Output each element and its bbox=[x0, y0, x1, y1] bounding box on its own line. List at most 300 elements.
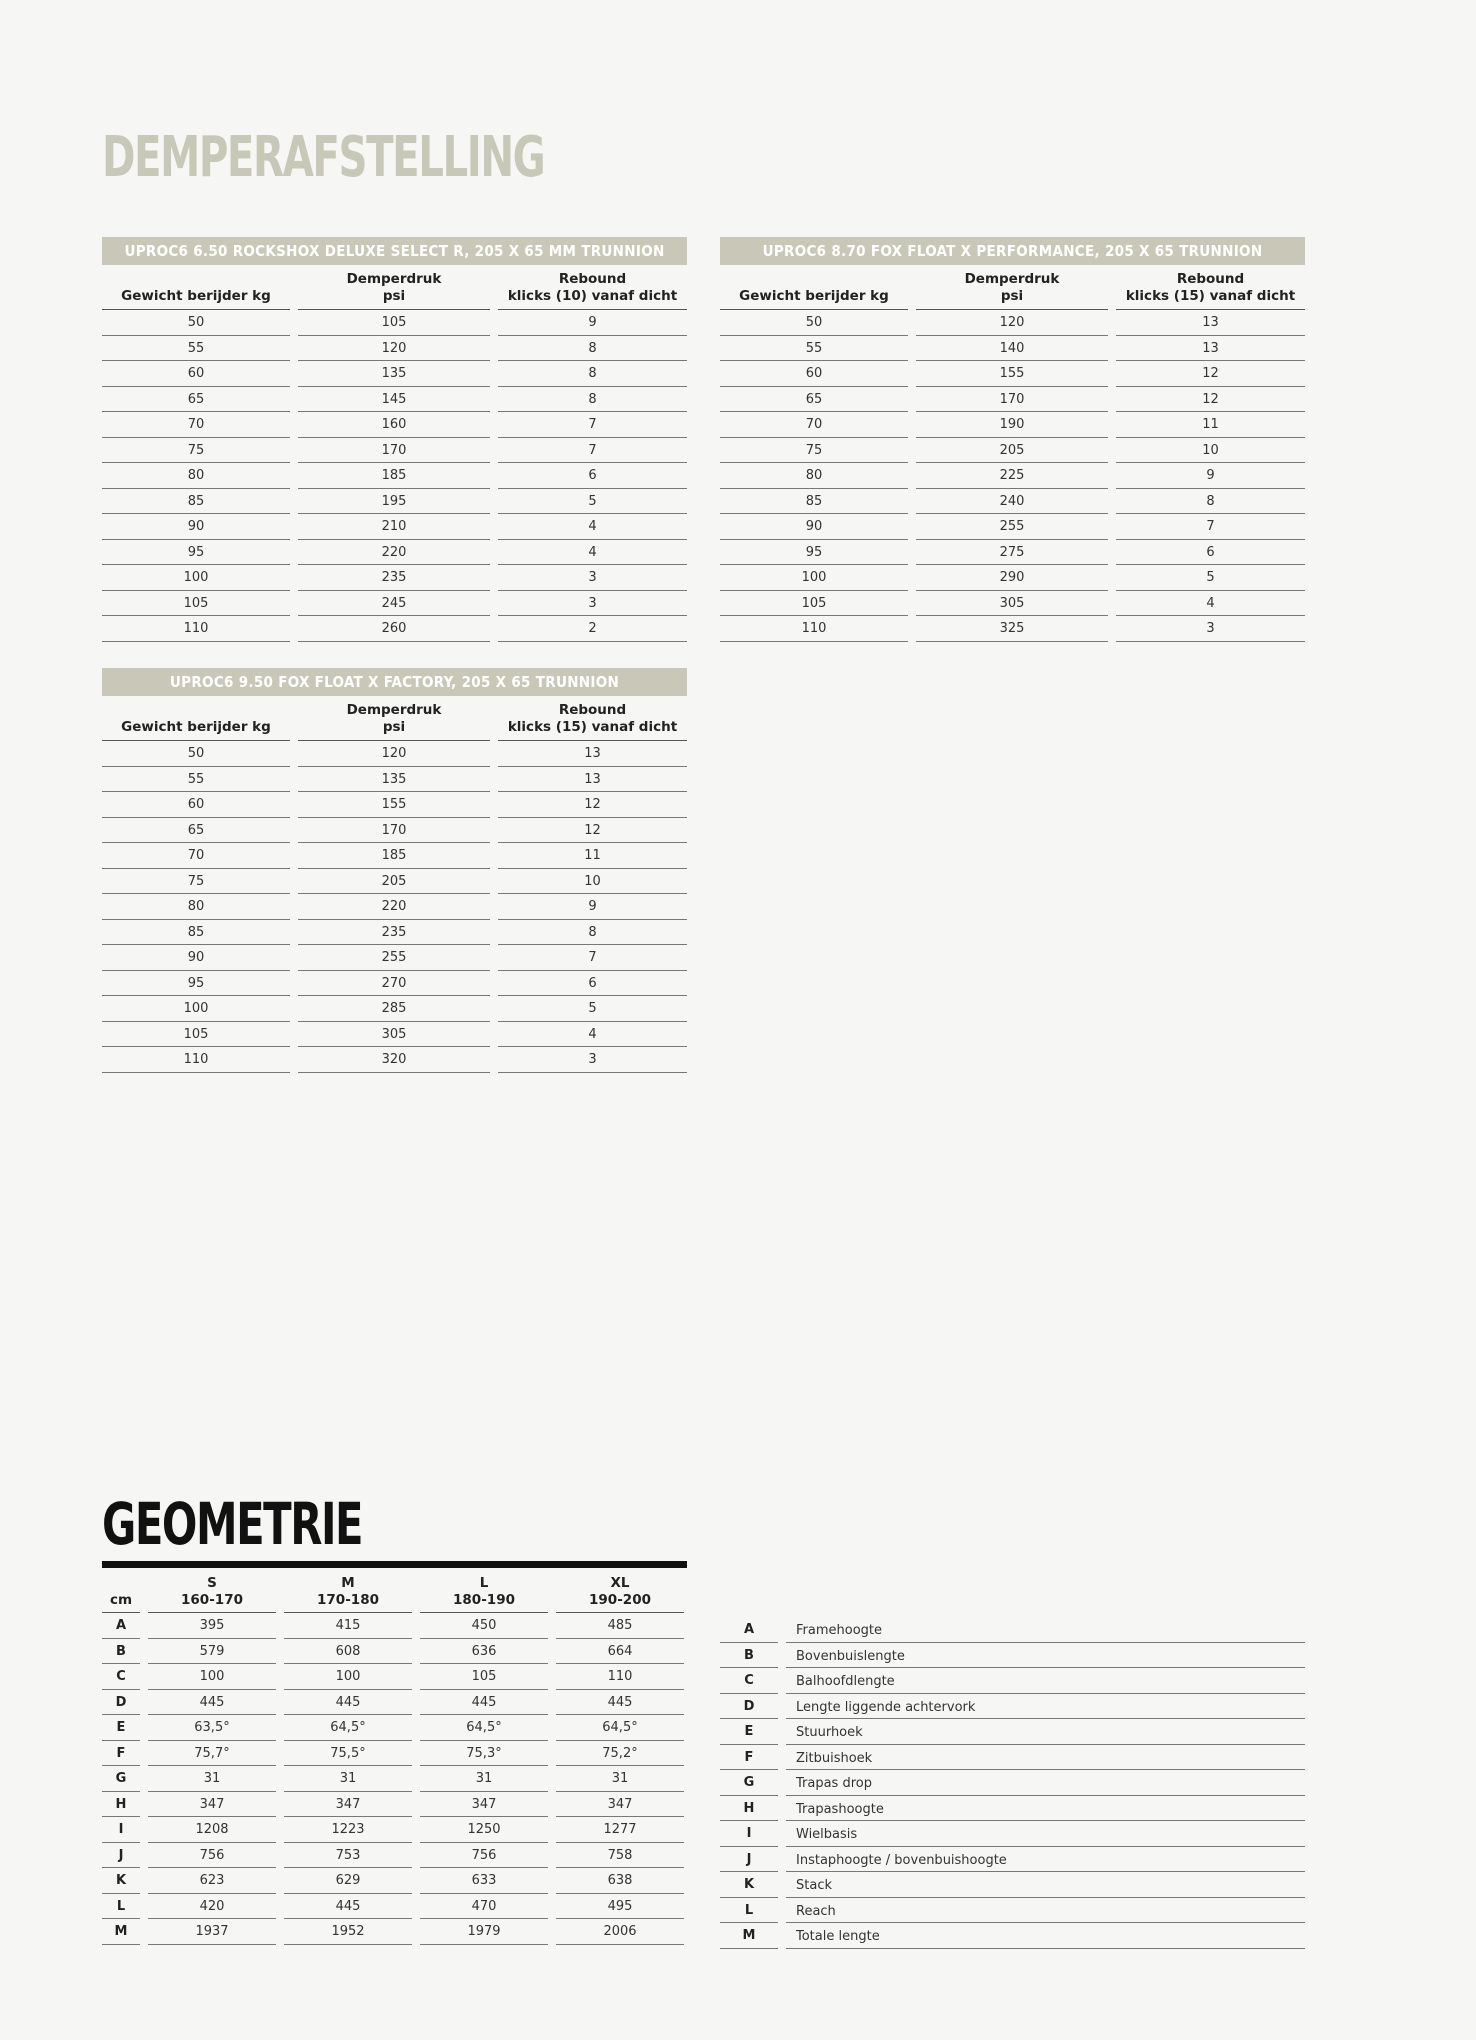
geometry-key: L bbox=[102, 1894, 140, 1920]
legend-key: D bbox=[720, 1694, 778, 1720]
table-row bbox=[102, 945, 687, 971]
table-cell: 195 bbox=[298, 489, 490, 515]
legend-key: B bbox=[720, 1643, 778, 1669]
table-cell: 6 bbox=[498, 971, 687, 997]
table-cell: 3 bbox=[498, 591, 687, 617]
geometry-row bbox=[102, 1792, 687, 1818]
table-cell: 7 bbox=[498, 412, 687, 438]
table-cell: 2 bbox=[498, 616, 687, 642]
table-cell: 70 bbox=[720, 412, 908, 438]
legend-label: Balhoofdlengte bbox=[786, 1668, 1305, 1694]
geometry-value: 1223 bbox=[284, 1817, 412, 1843]
table-row bbox=[102, 591, 687, 617]
table-cell: 290 bbox=[916, 565, 1108, 591]
table-row bbox=[102, 818, 687, 844]
page-title: DEMPERAFSTELLING bbox=[102, 125, 545, 190]
geometry-header bbox=[102, 1568, 687, 1613]
legend-key: I bbox=[720, 1821, 778, 1847]
table-cell: 155 bbox=[298, 792, 490, 818]
legend-label: Trapashoogte bbox=[786, 1796, 1305, 1822]
table-cell: 90 bbox=[102, 945, 290, 971]
column-header-line1: Demperdruk bbox=[964, 271, 1060, 287]
table-row bbox=[102, 1022, 687, 1048]
geometry-key: B bbox=[102, 1639, 140, 1665]
geometry-key: A bbox=[102, 1613, 140, 1639]
legend-key: G bbox=[720, 1770, 778, 1796]
geometry-key: G bbox=[102, 1766, 140, 1792]
table-cell: 100 bbox=[720, 565, 908, 591]
table-cell: 235 bbox=[298, 920, 490, 946]
table-title: UPROC6 9.50 FOX FLOAT X FACTORY, 205 X 65 TRUNNION bbox=[102, 668, 687, 696]
table-row bbox=[102, 565, 687, 591]
legend-row bbox=[720, 1923, 1305, 1949]
table-cell: 9 bbox=[1116, 463, 1305, 489]
table-cell: 60 bbox=[102, 792, 290, 818]
table-cell: 5 bbox=[1116, 565, 1305, 591]
table-cell: 8 bbox=[498, 336, 687, 362]
table-cell: 11 bbox=[498, 843, 687, 869]
table-row bbox=[102, 310, 687, 336]
table-cell: 170 bbox=[298, 818, 490, 844]
table-row bbox=[720, 412, 1305, 438]
table-cell: 4 bbox=[498, 514, 687, 540]
table-row bbox=[102, 767, 687, 793]
size-range: 190-200 bbox=[589, 1592, 651, 1608]
geometry-value: 579 bbox=[148, 1639, 276, 1665]
table-cell: 120 bbox=[298, 336, 490, 362]
column-header bbox=[916, 267, 1108, 310]
geometry-value: 347 bbox=[284, 1792, 412, 1818]
table-cell: 55 bbox=[102, 336, 290, 362]
table-cell: 95 bbox=[102, 971, 290, 997]
legend-label: Wielbasis bbox=[786, 1821, 1305, 1847]
table-row bbox=[102, 540, 687, 566]
table-cell: 120 bbox=[298, 741, 490, 767]
table-cell: 305 bbox=[298, 1022, 490, 1048]
geometry-value: 450 bbox=[420, 1613, 548, 1639]
geometry-value: 1277 bbox=[556, 1817, 684, 1843]
table-cell: 80 bbox=[102, 894, 290, 920]
geometry-value: 347 bbox=[420, 1792, 548, 1818]
table-cell: 70 bbox=[102, 843, 290, 869]
geometry-value: 31 bbox=[420, 1766, 548, 1792]
geometry-key: K bbox=[102, 1868, 140, 1894]
geometry-value: 64,5° bbox=[284, 1715, 412, 1741]
damper-table-870 bbox=[720, 237, 1305, 642]
table-cell: 80 bbox=[102, 463, 290, 489]
table-cell: 235 bbox=[298, 565, 490, 591]
column-header bbox=[298, 267, 490, 310]
table-cell: 12 bbox=[498, 792, 687, 818]
table-cell: 255 bbox=[298, 945, 490, 971]
geometry-value: 75,5° bbox=[284, 1741, 412, 1767]
table-cell: 225 bbox=[916, 463, 1108, 489]
table-cell: 110 bbox=[102, 1047, 290, 1073]
geometry-key: E bbox=[102, 1715, 140, 1741]
legend-label: Stack bbox=[786, 1872, 1305, 1898]
size-header bbox=[420, 1568, 548, 1613]
table-header bbox=[102, 698, 687, 741]
table-row bbox=[720, 336, 1305, 362]
legend-key: J bbox=[720, 1847, 778, 1873]
geometry-table bbox=[102, 1561, 687, 1945]
table-cell: 155 bbox=[916, 361, 1108, 387]
geometry-value: 31 bbox=[556, 1766, 684, 1792]
table-cell: 65 bbox=[102, 387, 290, 413]
table-header bbox=[102, 267, 687, 310]
table-cell: 13 bbox=[1116, 310, 1305, 336]
geometry-value: 64,5° bbox=[420, 1715, 548, 1741]
table-row bbox=[720, 310, 1305, 336]
table-cell: 140 bbox=[916, 336, 1108, 362]
table-cell: 60 bbox=[720, 361, 908, 387]
geometry-value: 756 bbox=[420, 1843, 548, 1869]
geometry-value: 347 bbox=[148, 1792, 276, 1818]
table-cell: 105 bbox=[102, 591, 290, 617]
size-header bbox=[148, 1568, 276, 1613]
table-row bbox=[102, 792, 687, 818]
table-row bbox=[720, 489, 1305, 515]
legend-label: Zitbuishoek bbox=[786, 1745, 1305, 1771]
size-range: 160-170 bbox=[181, 1592, 243, 1608]
geometry-key: D bbox=[102, 1690, 140, 1716]
table-cell: 135 bbox=[298, 767, 490, 793]
geometry-key: C bbox=[102, 1664, 140, 1690]
geometry-title: GEOMETRIE bbox=[102, 1490, 363, 1558]
table-row bbox=[102, 741, 687, 767]
table-cell: 260 bbox=[298, 616, 490, 642]
geometry-value: 64,5° bbox=[556, 1715, 684, 1741]
geometry-row bbox=[102, 1690, 687, 1716]
table-row bbox=[102, 869, 687, 895]
geometry-value: 105 bbox=[420, 1664, 548, 1690]
table-cell: 95 bbox=[102, 540, 290, 566]
column-header bbox=[498, 267, 687, 310]
table-row bbox=[720, 361, 1305, 387]
geometry-key: I bbox=[102, 1817, 140, 1843]
table-cell: 205 bbox=[916, 438, 1108, 464]
table-row bbox=[102, 616, 687, 642]
table-cell: 8 bbox=[498, 387, 687, 413]
table-cell: 220 bbox=[298, 540, 490, 566]
table-row bbox=[102, 438, 687, 464]
table-cell: 105 bbox=[298, 310, 490, 336]
table-row bbox=[720, 463, 1305, 489]
legend-row bbox=[720, 1745, 1305, 1771]
table-cell: 7 bbox=[498, 438, 687, 464]
size-header bbox=[556, 1568, 684, 1613]
table-row bbox=[720, 387, 1305, 413]
table-cell: 50 bbox=[102, 741, 290, 767]
column-header-line1: Demperdruk bbox=[346, 702, 442, 718]
legend-row bbox=[720, 1872, 1305, 1898]
legend-key: A bbox=[720, 1617, 778, 1643]
table-row bbox=[102, 387, 687, 413]
legend-key: H bbox=[720, 1796, 778, 1822]
table-cell: 12 bbox=[1116, 387, 1305, 413]
table-cell: 100 bbox=[102, 565, 290, 591]
column-header-line1: Rebound bbox=[1176, 271, 1245, 287]
table-title: UPROC6 6.50 ROCKSHOX DELUXE SELECT R, 205 X 65 MM TRUNNION bbox=[102, 237, 687, 265]
table-row bbox=[102, 894, 687, 920]
table-cell: 85 bbox=[720, 489, 908, 515]
geometry-value: 758 bbox=[556, 1843, 684, 1869]
table-cell: 90 bbox=[720, 514, 908, 540]
legend-row bbox=[720, 1847, 1305, 1873]
table-cell: 110 bbox=[102, 616, 290, 642]
geometry-key: F bbox=[102, 1741, 140, 1767]
table-cell: 10 bbox=[498, 869, 687, 895]
legend-row bbox=[720, 1898, 1305, 1924]
table-row bbox=[102, 920, 687, 946]
size-header bbox=[284, 1568, 412, 1613]
geometry-value: 1250 bbox=[420, 1817, 548, 1843]
column-header-line2: psi bbox=[382, 719, 406, 735]
table-cell: 8 bbox=[498, 920, 687, 946]
table-cell: 13 bbox=[1116, 336, 1305, 362]
legend-label: Totale lengte bbox=[786, 1923, 1305, 1949]
table-cell: 190 bbox=[916, 412, 1108, 438]
table-cell: 170 bbox=[298, 438, 490, 464]
table-cell: 270 bbox=[298, 971, 490, 997]
geometry-value: 420 bbox=[148, 1894, 276, 1920]
geometry-key: J bbox=[102, 1843, 140, 1869]
geometry-row bbox=[102, 1868, 687, 1894]
geometry-value: 2006 bbox=[556, 1919, 684, 1945]
legend-row bbox=[720, 1821, 1305, 1847]
legend-row bbox=[720, 1796, 1305, 1822]
damper-table-650 bbox=[102, 237, 687, 642]
table-row bbox=[720, 616, 1305, 642]
table-cell: 205 bbox=[298, 869, 490, 895]
legend-row bbox=[720, 1617, 1305, 1643]
geometry-value: 445 bbox=[284, 1690, 412, 1716]
legend-row bbox=[720, 1719, 1305, 1745]
column-header bbox=[498, 698, 687, 741]
geometry-value: 1952 bbox=[284, 1919, 412, 1945]
geometry-row bbox=[102, 1766, 687, 1792]
table-cell: 185 bbox=[298, 463, 490, 489]
column-header bbox=[102, 698, 290, 741]
size-label: M bbox=[341, 1575, 355, 1591]
column-header-line2: klicks (15) vanaf dicht bbox=[1125, 288, 1296, 304]
column-header bbox=[298, 698, 490, 741]
legend-label: Stuurhoek bbox=[786, 1719, 1305, 1745]
column-header-line2: Gewicht berijder kg bbox=[121, 719, 271, 735]
table-cell: 3 bbox=[1116, 616, 1305, 642]
table-row bbox=[102, 336, 687, 362]
table-cell: 3 bbox=[498, 1047, 687, 1073]
legend-label: Framehoogte bbox=[786, 1617, 1305, 1643]
geometry-value: 110 bbox=[556, 1664, 684, 1690]
table-cell: 8 bbox=[498, 361, 687, 387]
geometry-row bbox=[102, 1613, 687, 1639]
table-row bbox=[102, 1047, 687, 1073]
geometry-row bbox=[102, 1715, 687, 1741]
table-cell: 75 bbox=[102, 869, 290, 895]
table-cell: 65 bbox=[720, 387, 908, 413]
table-cell: 210 bbox=[298, 514, 490, 540]
legend-row bbox=[720, 1694, 1305, 1720]
table-cell: 325 bbox=[916, 616, 1108, 642]
table-cell: 105 bbox=[720, 591, 908, 617]
table-cell: 70 bbox=[102, 412, 290, 438]
table-cell: 220 bbox=[298, 894, 490, 920]
geometry-value: 347 bbox=[556, 1792, 684, 1818]
table-cell: 55 bbox=[102, 767, 290, 793]
geometry-row bbox=[102, 1817, 687, 1843]
table-cell: 10 bbox=[1116, 438, 1305, 464]
column-header-line2: Gewicht berijder kg bbox=[121, 288, 271, 304]
geometry-value: 75,7° bbox=[148, 1741, 276, 1767]
table-cell: 320 bbox=[298, 1047, 490, 1073]
column-header-line2: psi bbox=[382, 288, 406, 304]
geometry-value: 638 bbox=[556, 1868, 684, 1894]
table-cell: 50 bbox=[720, 310, 908, 336]
table-cell: 7 bbox=[498, 945, 687, 971]
table-row bbox=[720, 540, 1305, 566]
column-header bbox=[102, 267, 290, 310]
column-header-line1: Demperdruk bbox=[346, 271, 442, 287]
unit-label: cm bbox=[109, 1592, 133, 1608]
table-row bbox=[102, 412, 687, 438]
column-header-line1: Rebound bbox=[558, 271, 627, 287]
geometry-divider bbox=[102, 1561, 687, 1568]
table-cell: 4 bbox=[498, 1022, 687, 1048]
table-cell: 13 bbox=[498, 741, 687, 767]
table-title: UPROC6 8.70 FOX FLOAT X PERFORMANCE, 205 X 65 TRUNNION bbox=[720, 237, 1305, 265]
table-cell: 110 bbox=[720, 616, 908, 642]
geometry-value: 636 bbox=[420, 1639, 548, 1665]
geometry-value: 63,5° bbox=[148, 1715, 276, 1741]
geometry-row bbox=[102, 1919, 687, 1945]
table-cell: 55 bbox=[720, 336, 908, 362]
table-cell: 11 bbox=[1116, 412, 1305, 438]
table-cell: 50 bbox=[102, 310, 290, 336]
geometry-value: 633 bbox=[420, 1868, 548, 1894]
column-header-line1: Rebound bbox=[558, 702, 627, 718]
geometry-value: 485 bbox=[556, 1613, 684, 1639]
table-row bbox=[102, 843, 687, 869]
table-cell: 75 bbox=[720, 438, 908, 464]
legend-row bbox=[720, 1770, 1305, 1796]
table-cell: 100 bbox=[102, 996, 290, 1022]
table-cell: 95 bbox=[720, 540, 908, 566]
size-label: XL bbox=[610, 1575, 630, 1591]
table-row bbox=[720, 438, 1305, 464]
table-cell: 255 bbox=[916, 514, 1108, 540]
legend-row bbox=[720, 1668, 1305, 1694]
table-cell: 85 bbox=[102, 920, 290, 946]
table-cell: 12 bbox=[498, 818, 687, 844]
table-cell: 4 bbox=[1116, 591, 1305, 617]
column-header-line2: klicks (15) vanaf dicht bbox=[507, 719, 678, 735]
geometry-row bbox=[102, 1741, 687, 1767]
table-cell: 135 bbox=[298, 361, 490, 387]
geometry-row bbox=[102, 1843, 687, 1869]
geometry-value: 1979 bbox=[420, 1919, 548, 1945]
table-row bbox=[102, 463, 687, 489]
geometry-value: 31 bbox=[284, 1766, 412, 1792]
geometry-value: 31 bbox=[148, 1766, 276, 1792]
size-range: 170-180 bbox=[317, 1592, 379, 1608]
table-cell: 90 bbox=[102, 514, 290, 540]
geometry-value: 415 bbox=[284, 1613, 412, 1639]
geometry-value: 1937 bbox=[148, 1919, 276, 1945]
table-cell: 6 bbox=[1116, 540, 1305, 566]
table-cell: 8 bbox=[1116, 489, 1305, 515]
table-cell: 5 bbox=[498, 489, 687, 515]
column-header bbox=[1116, 267, 1305, 310]
table-cell: 120 bbox=[916, 310, 1108, 336]
table-cell: 3 bbox=[498, 565, 687, 591]
table-cell: 60 bbox=[102, 361, 290, 387]
table-cell: 85 bbox=[102, 489, 290, 515]
table-cell: 240 bbox=[916, 489, 1108, 515]
geometry-key: H bbox=[102, 1792, 140, 1818]
geometry-value: 395 bbox=[148, 1613, 276, 1639]
table-row bbox=[720, 565, 1305, 591]
geometry-value: 753 bbox=[284, 1843, 412, 1869]
damper-table-950 bbox=[102, 668, 687, 1073]
geometry-value: 445 bbox=[556, 1690, 684, 1716]
geometry-value: 445 bbox=[420, 1690, 548, 1716]
table-cell: 65 bbox=[102, 818, 290, 844]
table-cell: 285 bbox=[298, 996, 490, 1022]
column-header-line2: Gewicht berijder kg bbox=[739, 288, 889, 304]
geometry-value: 75,3° bbox=[420, 1741, 548, 1767]
column-header bbox=[720, 267, 908, 310]
geometry-value: 445 bbox=[148, 1690, 276, 1716]
table-cell: 185 bbox=[298, 843, 490, 869]
geometry-value: 445 bbox=[284, 1894, 412, 1920]
geometry-value: 100 bbox=[284, 1664, 412, 1690]
table-cell: 305 bbox=[916, 591, 1108, 617]
table-cell: 275 bbox=[916, 540, 1108, 566]
geometry-value: 664 bbox=[556, 1639, 684, 1665]
legend-key: E bbox=[720, 1719, 778, 1745]
geometry-body bbox=[102, 1613, 687, 1945]
table-row bbox=[720, 591, 1305, 617]
geometry-value: 495 bbox=[556, 1894, 684, 1920]
table-cell: 160 bbox=[298, 412, 490, 438]
geometry-legend bbox=[720, 1617, 1305, 1949]
table-cell: 9 bbox=[498, 310, 687, 336]
legend-label: Reach bbox=[786, 1898, 1305, 1924]
legend-key: K bbox=[720, 1872, 778, 1898]
geometry-row bbox=[102, 1639, 687, 1665]
table-cell: 13 bbox=[498, 767, 687, 793]
table-cell: 170 bbox=[916, 387, 1108, 413]
legend-key: M bbox=[720, 1923, 778, 1949]
unit-header bbox=[102, 1568, 140, 1613]
geometry-value: 75,2° bbox=[556, 1741, 684, 1767]
legend-label: Instaphoogte / bovenbuishoogte bbox=[786, 1847, 1305, 1873]
table-row bbox=[102, 996, 687, 1022]
table-header bbox=[720, 267, 1305, 310]
geometry-key: M bbox=[102, 1919, 140, 1945]
size-label: S bbox=[207, 1575, 217, 1591]
table-row bbox=[102, 361, 687, 387]
geometry-value: 100 bbox=[148, 1664, 276, 1690]
column-header-line2: psi bbox=[1000, 288, 1024, 304]
geometry-value: 1208 bbox=[148, 1817, 276, 1843]
table-row bbox=[102, 489, 687, 515]
table-cell: 4 bbox=[498, 540, 687, 566]
table-cell: 5 bbox=[498, 996, 687, 1022]
legend-label: Trapas drop bbox=[786, 1770, 1305, 1796]
table-cell: 145 bbox=[298, 387, 490, 413]
